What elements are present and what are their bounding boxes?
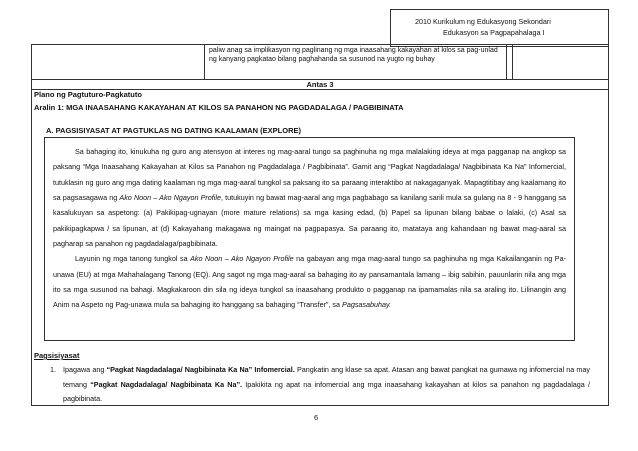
pagsisiyasat-heading: Pagsisiyasat <box>34 351 80 360</box>
list-item <box>50 363 590 407</box>
page-number: 6 <box>314 413 319 422</box>
level-heading: Antas 3 <box>32 80 608 90</box>
paragraph-emphasis: Ako Noon – Ako Ngayon Profile <box>190 254 294 264</box>
item-bold-text: “Pagkat Nagdadalaga/ Nagbibinata Ka Na”. <box>90 379 243 389</box>
explore-paragraph-1 <box>53 144 566 251</box>
curriculum-header <box>390 9 609 47</box>
paragraph-text: , tutukuyin ng bawat mag-aaral ang mga pagbabago sa kanilang sarili mula sa gulang na 8 - 9 hanggang sa kasalukuyan sa aspetong: (a) Pakikipag-ugnayan (more mature relations) sa mga kasing edad, (b) Papel sa lipunan bilang babae o lalaki, (c) Asal sa pakikipagkapwa / sa lipunan, at (d) Kakayahang makagawa ng maingat na pagpapasya. Sa paraang ito, matataya ang kahandaan ng bawat mag-aaral sa pagharap sa panahon ng pagdadalaga/pagbibinata. <box>53 193 566 249</box>
item-text: Pangkatin ang klase sa apat. Atasan ang bawat pangkat na gumawa ng infomercial na may temang <box>63 365 590 389</box>
explore-description-box <box>44 137 575 341</box>
plan-heading: Plano ng Pagtuturo-Pagkatuto <box>34 90 142 99</box>
section-a-heading: A. PAGSISIYASAT AT PAGTUKLAS NG DATING KAALAMAN (EXPLORE) <box>46 126 302 135</box>
paragraph-emphasis: Pagsasabuhay. <box>342 300 392 310</box>
paragraph-text: Sa bahaging ito, kinukuha ng guro ang atensyon at interes ng mag-aaral tungo sa paghinuha ng mga malalaking ideya at mga pagganap na angkop sa paksang “Mga Inaasahang Kakayahan at Kilos sa Panahon ng Pagdadalaga / Pagbibinata”. Gamit ang “Pagkat Nagdadalaga/ Nagbibinata Ka Na” Infomercial, tutuklasin ng guro ang mga dating kaalaman ng mga mag-aaral tungkol sa paksang ito sa paraang interaktibo at nakagaganyak. Mapagtitibay ang kaalamang ito sa pagsasagawa ng <box>53 147 566 203</box>
list-item-text <box>63 363 590 407</box>
curriculum-title: 2010 Kurikulum ng Edukasyong Sekondari <box>415 17 551 26</box>
list-number: 1. <box>50 365 56 374</box>
lesson-plan-frame <box>31 44 609 406</box>
explore-paragraph-2 <box>53 251 566 312</box>
item-bold-text: “Pagkat Nagdadalaga/ Nagbibinata Ka Na” Infomercial. <box>106 365 295 374</box>
table-cell-empty <box>32 45 205 79</box>
table-cell-text: paliw anag sa implikasyon ng paglinang ng mga inaasahang kakayahan at kilos sa pag-unlad ng kanyang pagkatao bilang paghahanda sa susunod na yugto ng buhay <box>205 45 507 79</box>
paragraph-text: Layunin ng mga tanong tungkol sa <box>75 254 191 264</box>
item-text: Ipakikita ng apat na infomercial ang mga inaasahang kakayahan at kilos sa panahon ng pagdadalaga / pagbibinata. <box>63 379 591 403</box>
paragraph-emphasis: Ako Noon – Ako Ngayon Profile <box>119 193 221 203</box>
paragraph-text: na gabayan ang mga mag-aaral tungo sa paghinuha ng mga Kakailanganin ng Pa-unawa (EU) at mga Mahahalagang Tanong (EQ). Ang sagot ng mga mag-aaral sa bahaging ito ay pansamantala lamang – ibig sabihin, pauunlarin nila ang mga ito sa mga susunod na bahagi. Magkakaroon din sila ng ideya tungkol sa inaasahang produkto o pagganap na ipamamalas nila sa araling ito. Lilinangin ang Anim na Aspeto ng Pag-unawa mula sa bahaging ito hanggang sa bahaging “Transfer”, sa <box>53 254 566 310</box>
item-text: Ipagawa ang <box>63 365 107 374</box>
table-row-continuation <box>32 45 608 80</box>
table-cell-empty <box>507 45 513 79</box>
lesson-title: Aralin 1: MGA INAASAHANG KAKAYAHAN AT KILOS SA PANAHON NG PAGDADALAGA / PAGBIBINATA <box>34 103 404 112</box>
subject-title: Edukasyon sa Pagpapahalaga I <box>443 28 545 37</box>
